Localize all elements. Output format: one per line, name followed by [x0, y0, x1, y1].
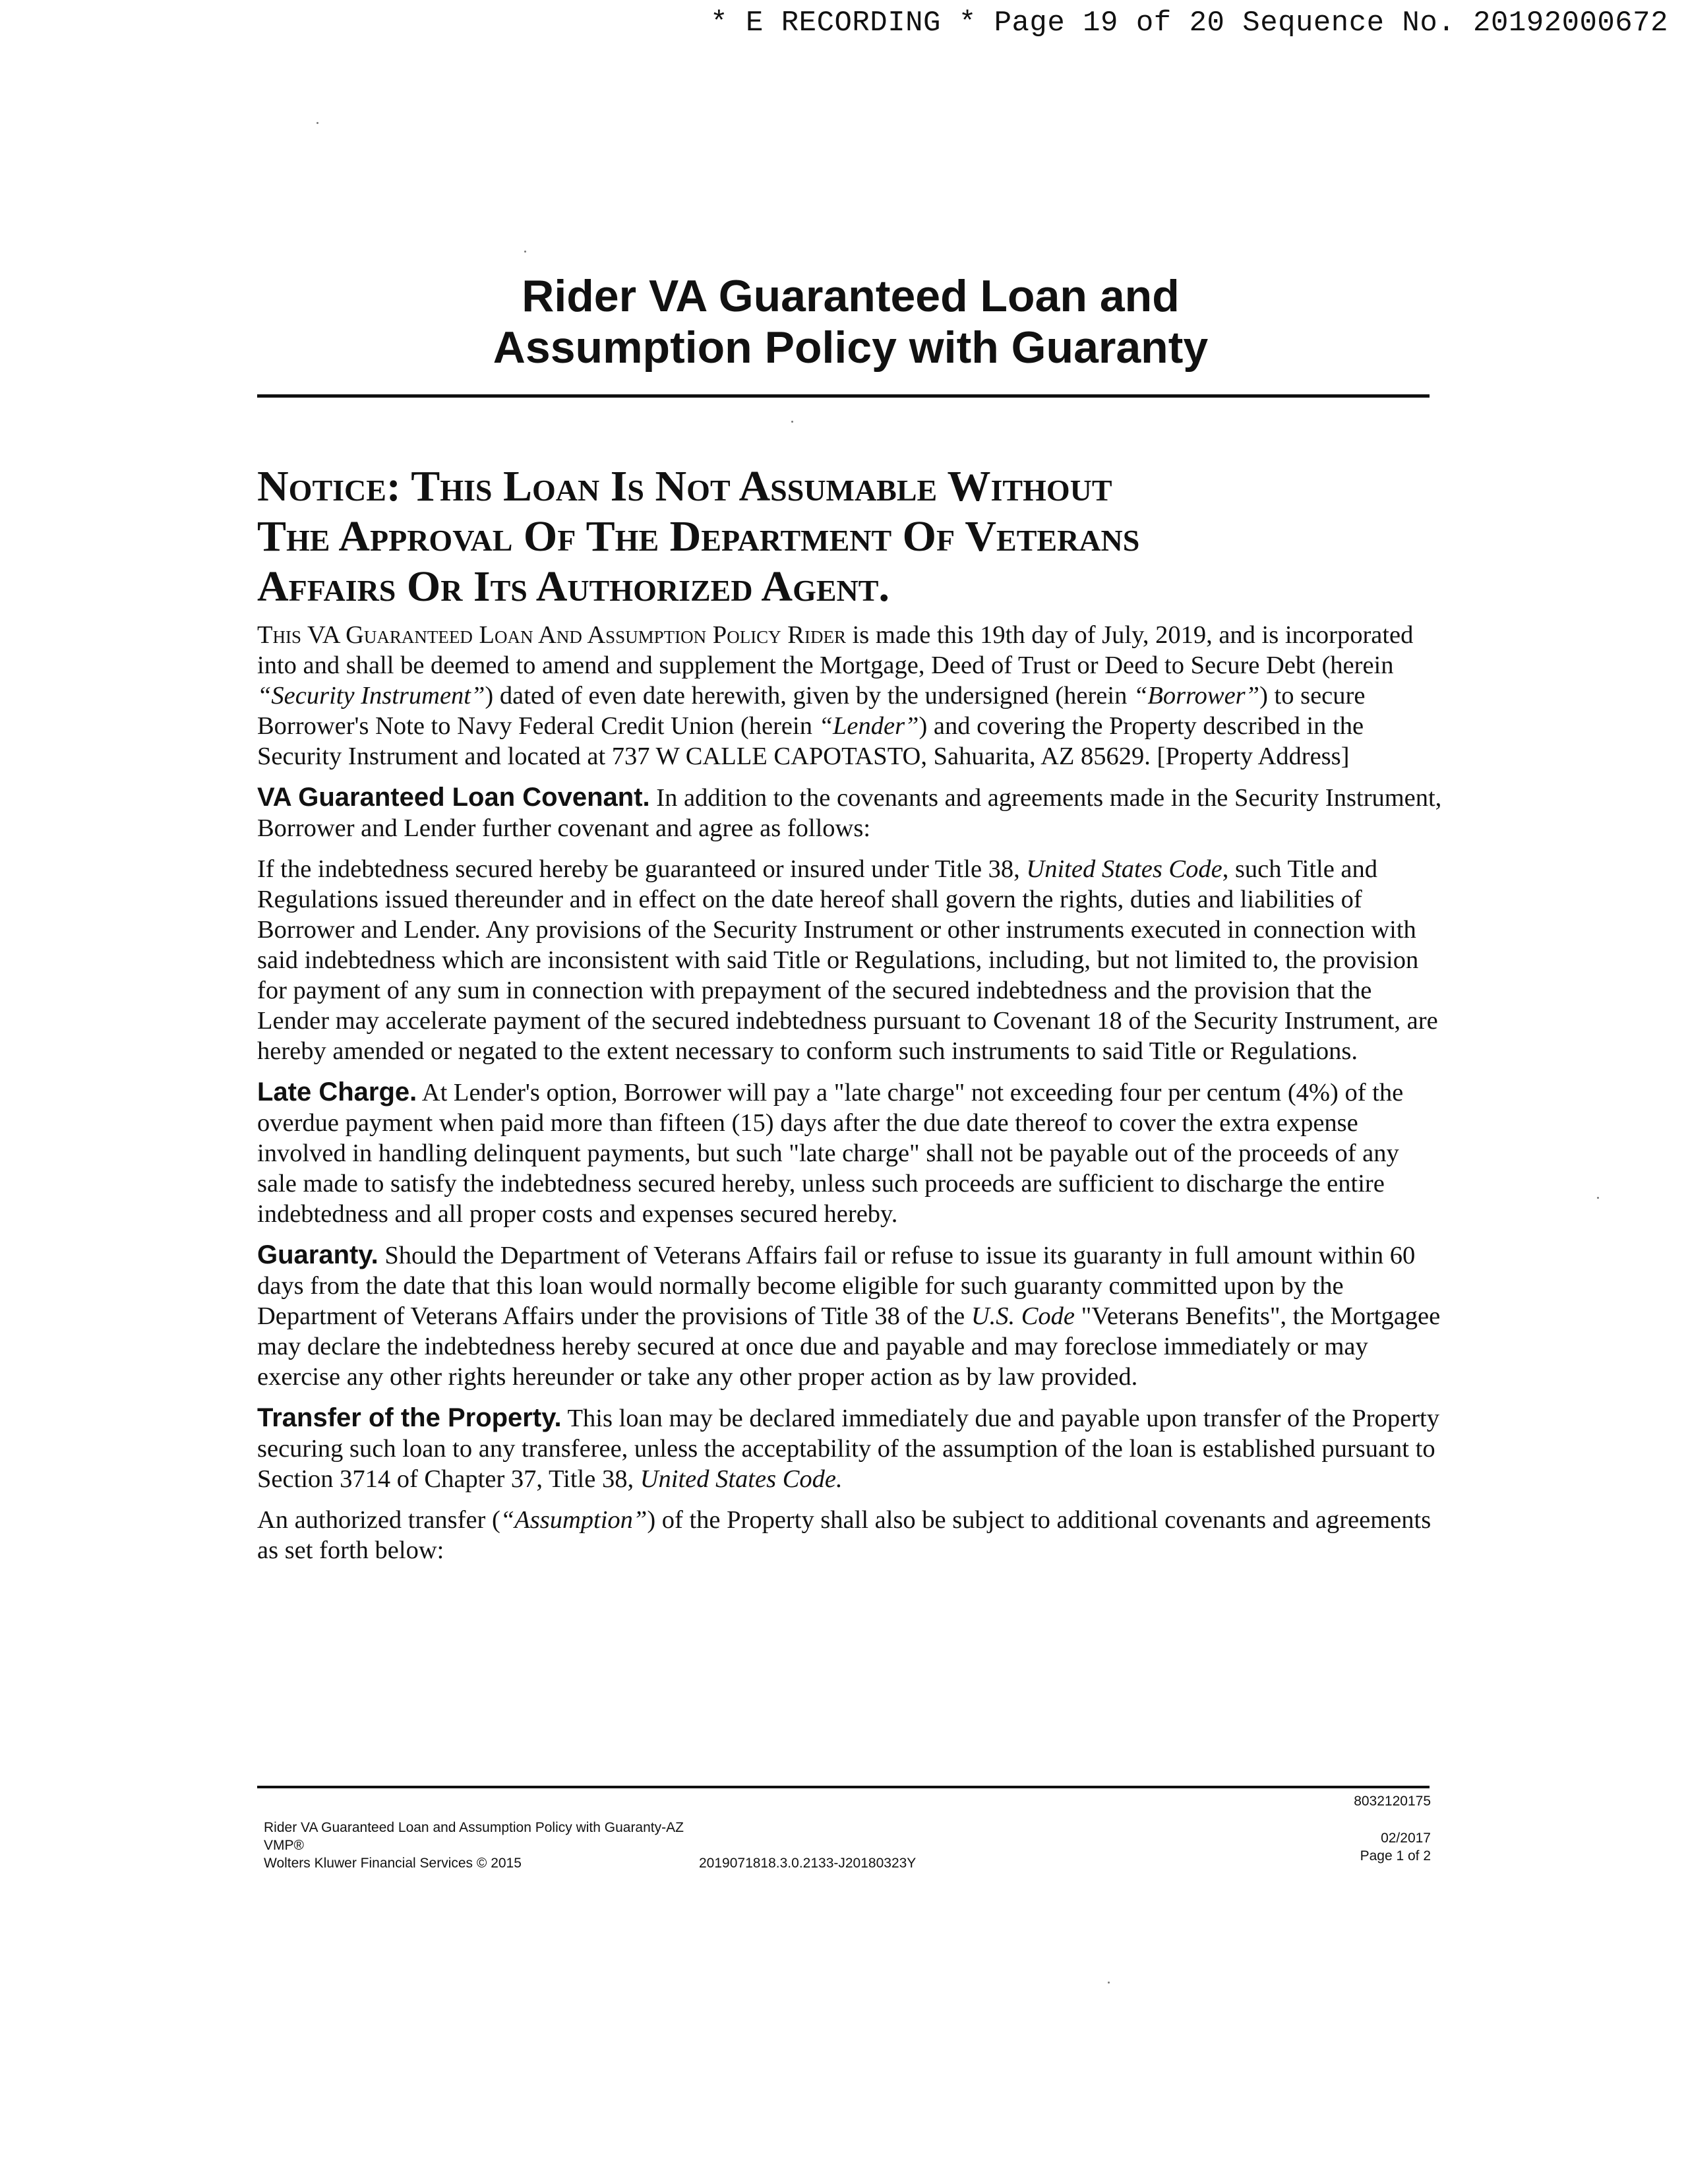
intro-text-2: ) dated of even date herewith, given by the undersigned (herein — [485, 682, 1133, 710]
title-line-2: Assumption Policy with Guaranty — [493, 322, 1209, 373]
intro-paragraph — [257, 620, 1444, 772]
scan-speck — [316, 122, 318, 124]
notice-line-3: Affairs Or Its Authorized Agent. — [257, 562, 889, 611]
footer-divider — [257, 1786, 1430, 1788]
scan-speck — [524, 251, 526, 253]
late-charge-paragraph — [257, 1077, 1444, 1229]
footer-right — [1360, 1829, 1431, 1865]
usc-term: United States Code — [1026, 855, 1222, 883]
intro-text-1: is made this 19th day of July, 2019, and is incorporated into and shall be deemed to amend and supplement the Mortgage, Deed of Trust or Deed to Secure Debt (herein — [257, 621, 1414, 679]
rider-body — [257, 620, 1444, 1576]
assumption-notice — [257, 462, 1457, 612]
guaranty-text-1: Should the Department of Veterans Affairs fail or refuse to issue its guaranty in full amount within 60 days from the date that this loan would normally become eligible for such guaranty committed upon by the Department of Veterans Affairs under the provisions of Title 38 of the — [257, 1242, 1416, 1330]
scan-speck — [1108, 1982, 1110, 1984]
notice-line-2: The Approval Of The Department Of Veterans — [257, 512, 1140, 561]
form-name: Rider VA Guaranteed Loan and Assumption Policy with Guaranty-AZ — [264, 1820, 684, 1835]
intro-text-4: ) and covering the Property described in the Security Instrument and located at 737 W CALLE CAPOTASTO, Sahuarita, AZ 85629. [Property Address] — [257, 712, 1364, 770]
loan-number: 8032120175 — [1354, 1794, 1431, 1809]
covenant-text: In addition to the covenants and agreements made in the Security Instrument, Borrower and Lender further covenant and agree as follows: — [257, 784, 1442, 842]
title38-text-1: If the indebtedness secured hereby be guaranteed or insured under Title 38, — [257, 855, 1027, 883]
title-line-1: Rider VA Guaranteed Loan and — [522, 271, 1180, 321]
transfer-paragraph — [257, 1403, 1444, 1494]
late-charge-heading: Late Charge. — [257, 1077, 417, 1107]
document-code: 2019071818.3.0.2133-J20180323Y — [699, 1856, 917, 1871]
recording-header: * E RECORDING * Page 19 of 20 Sequence No. 20192000672 — [710, 7, 1668, 40]
title-divider — [257, 394, 1430, 398]
page-number: Page 1 of 2 — [1360, 1848, 1431, 1864]
late-charge-text: At Lender's option, Borrower will pay a "late charge" not exceeding four per centum (4%) of the overdue payment when paid more than fifteen (15) days after the due date thereof to cover the extra expense involved in handling delinquent payments, but such "late charge" shall not be payable out of the proceeds of any sale made to satisfy the indebtedness secured hereby, unless such proceeds are sufficient to discharge the entire indebtedness and all proper costs and expenses secured hereby. — [257, 1079, 1404, 1228]
page-footer — [264, 1792, 1431, 1891]
title38-text-2: , such Title and Regulations issued thereunder and in effect on the date hereof shall govern the rights, duties and liabilities of Borrower and Lender. Any provisions of the Security Instrument or other instruments executed in connection with said indebtedness which are inconsistent with said Title or Regulations, including, but not limited to, the provision for payment of any sum in connection with prepayment of the secured indebtedness and the provision that the Lender may accelerate payment of the secured indebtedness pursuant to Covenant 18 of the Security Instrument, are hereby amended or negated to the extent necessary to conform such instruments to said Title or Regulations. — [257, 855, 1438, 1065]
transfer-text-1: This loan may be declared immediately due and payable upon transfer of the Property securing such loan to any transferee, unless the acceptability of the assumption of the loan is established pursuant to Section 3714 of Chapter 37, Title 38, — [257, 1405, 1439, 1493]
us-code-term: U.S. Code — [971, 1302, 1075, 1330]
notice-line-1: Notice: This Loan Is Not Assumable Without — [257, 462, 1112, 510]
transfer-heading: Transfer of the Property. — [257, 1403, 562, 1432]
rider-lead: This VA Guaranteed Loan And Assumption Policy Rider — [257, 621, 846, 649]
covenant-paragraph — [257, 782, 1444, 843]
assumption-text-2: ) of the Property shall also be subject to additional covenants and agreements as set forth below: — [257, 1506, 1432, 1564]
lender-term: “Lender” — [818, 712, 919, 740]
usc-term-2: United States Code. — [640, 1465, 843, 1493]
guaranty-paragraph — [257, 1240, 1444, 1392]
footer-left — [264, 1819, 684, 1872]
guaranty-heading: Guaranty. — [257, 1240, 378, 1269]
scan-speck — [791, 421, 793, 423]
document-title — [257, 270, 1444, 373]
security-instrument-term: “Security Instrument” — [257, 682, 485, 710]
form-date: 02/2017 — [1381, 1831, 1431, 1846]
guaranty-text-2: "Veterans Benefits", the Mortgagee may declare the indebtedness hereby secured at once due and payable and may foreclose immediately or may exercise any other rights hereunder or take any other proper action as by law provided. — [257, 1302, 1441, 1391]
covenant-heading: VA Guaranteed Loan Covenant. — [257, 783, 650, 812]
publisher-line: Wolters Kluwer Financial Services © 2015 — [264, 1856, 522, 1871]
intro-text-3: ) to secure Borrower's Note to Navy Federal Credit Union (herein — [257, 682, 1366, 740]
title38-paragraph — [257, 854, 1444, 1066]
vmp-mark: VMP® — [264, 1838, 304, 1853]
assumption-term: “Assumption” — [500, 1506, 648, 1534]
scan-speck — [1597, 1197, 1599, 1199]
assumption-text-1: An authorized transfer ( — [257, 1506, 500, 1534]
borrower-term: “Borrower” — [1133, 682, 1260, 710]
assumption-paragraph — [257, 1505, 1444, 1565]
